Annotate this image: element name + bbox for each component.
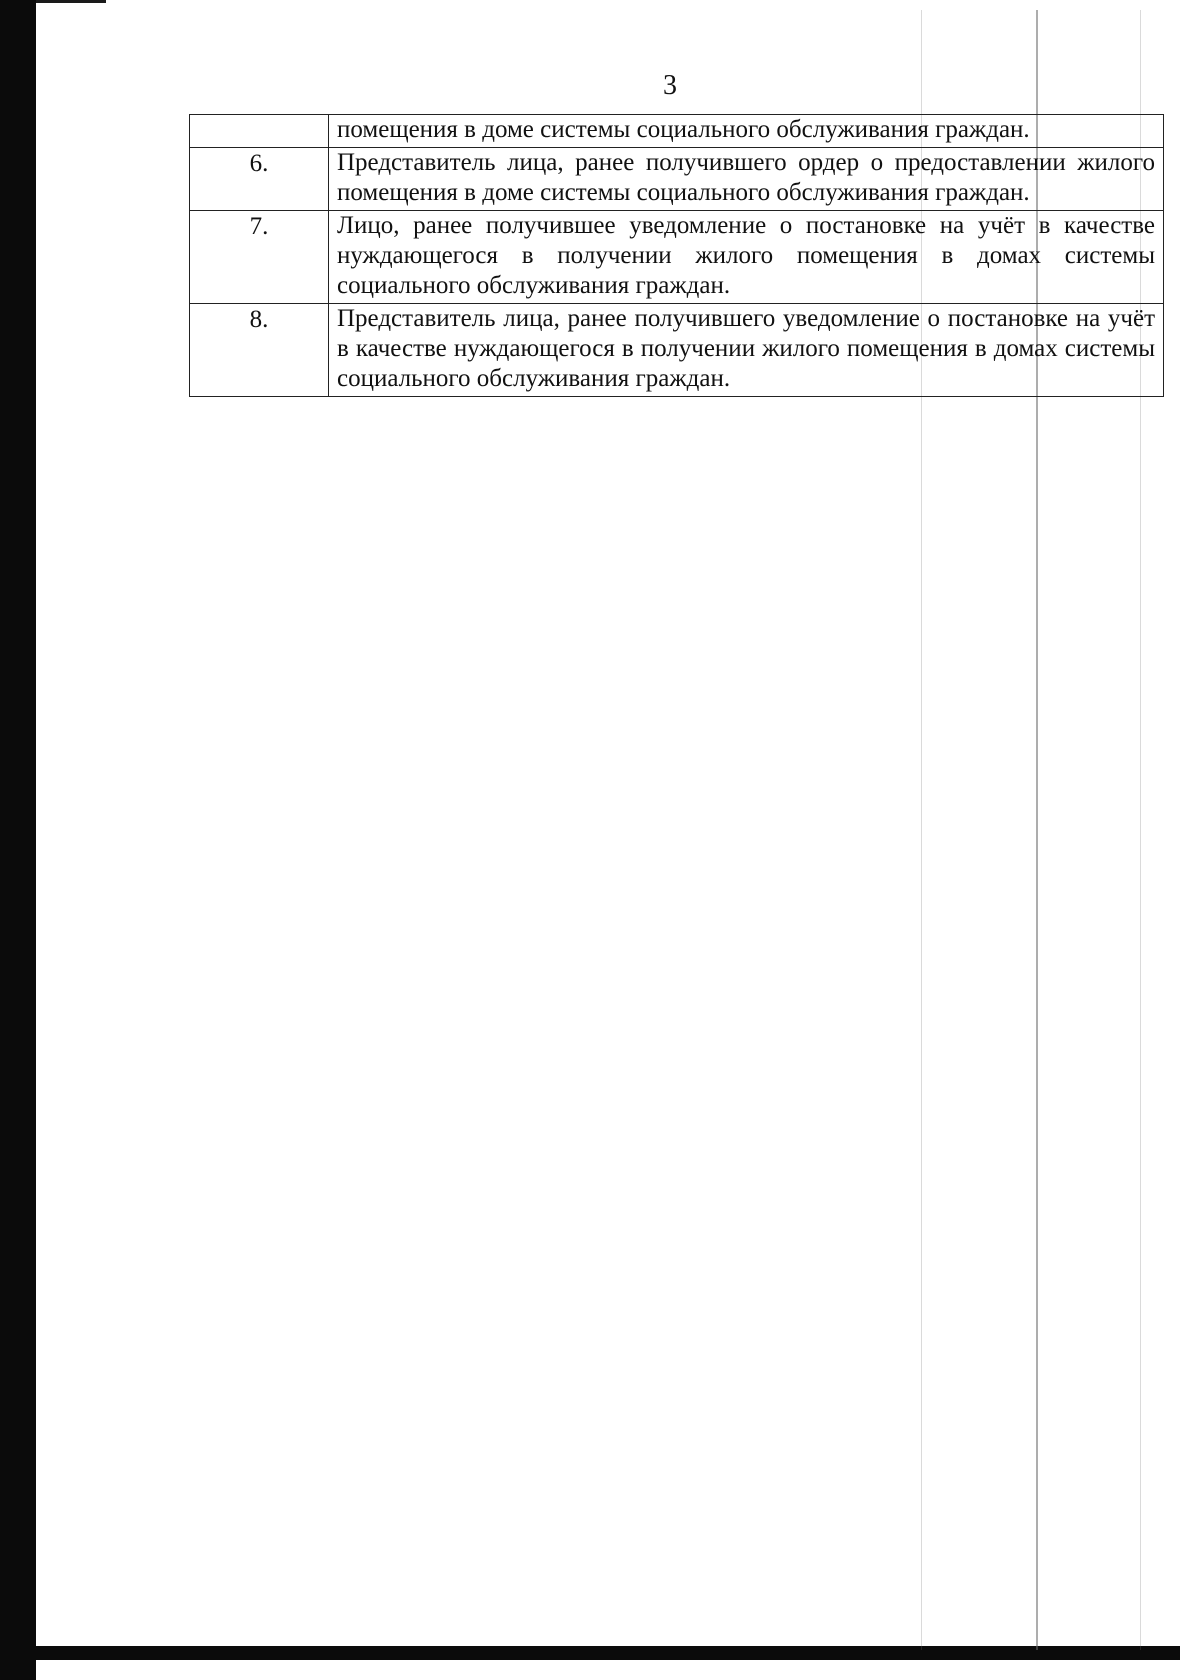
row-text: помещения в доме системы социального обслуживания граждан. — [329, 115, 1164, 148]
table-row — [190, 148, 1164, 211]
row-number: 8. — [190, 304, 329, 397]
row-number: 6. — [190, 148, 329, 211]
table-row — [190, 304, 1164, 397]
scan-border-left — [0, 0, 36, 1680]
table-row — [190, 115, 1164, 148]
row-text: Лицо, ранее получившее уведомление о постановке на учёт в качестве нуждающегося в получении жилого помещения в домах системы социального обслуживания граждан. — [329, 211, 1164, 304]
row-text: Представитель лица, ранее получившего ордер о предоставлении жилого помещения в доме системы социального обслуживания граждан. — [329, 148, 1164, 211]
row-number: 7. — [190, 211, 329, 304]
row-number — [190, 115, 329, 148]
table-row — [190, 211, 1164, 304]
page-number: 3 — [663, 70, 677, 101]
document-table — [189, 114, 1164, 397]
scan-mark-top — [36, 0, 106, 3]
scan-border-bottom — [0, 1646, 1180, 1660]
row-text: Представитель лица, ранее получившего уведомление о постановке на учёт в качестве нуждающегося в получении жилого помещения в домах системы социального обслуживания граждан. — [329, 304, 1164, 397]
